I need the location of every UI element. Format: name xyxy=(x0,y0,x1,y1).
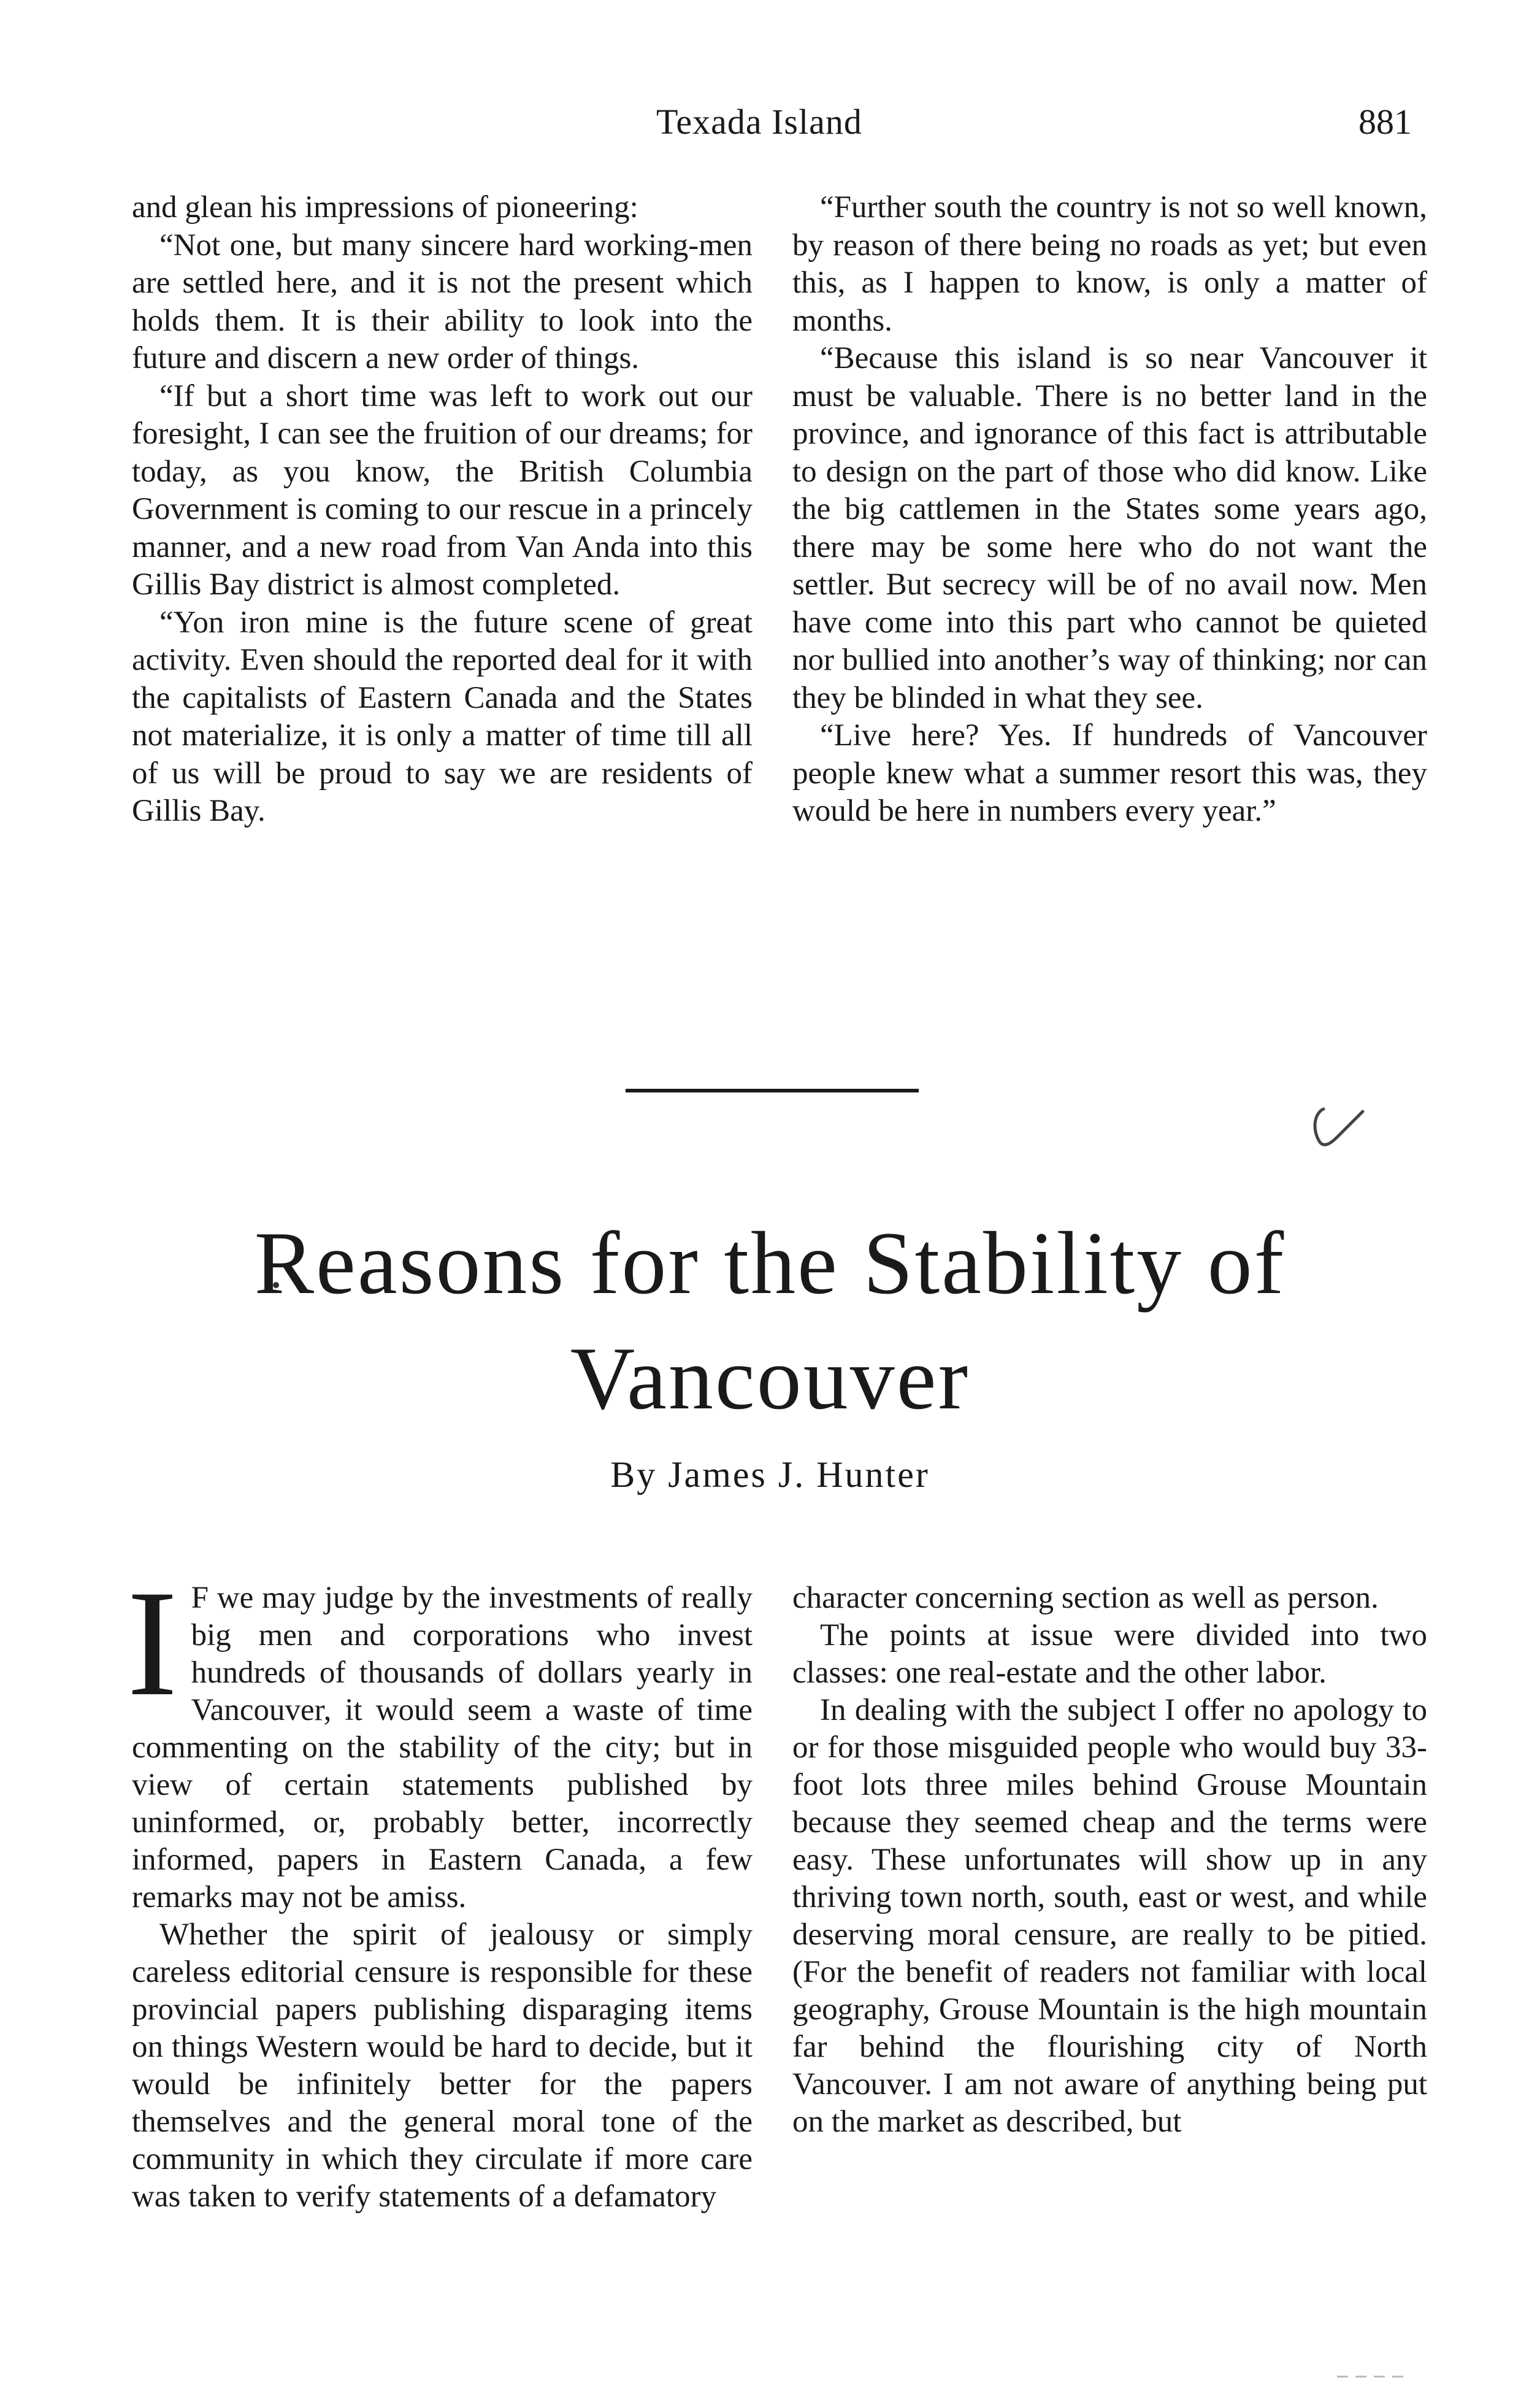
paragraph: In dealing with the subject I offer no apology to or for those misguided people who would buy 33-foot lots three miles behind Grouse Mountain because they seemed cheap and the terms were easy. These unfortunates will show up in any thriving town north, south, east or west, and while deserving moral censure, are really to be pitied. (For the benefit of readers not familiar with local geography, Grouse Mountain is the high mountain far behind the flourishing city of North Vancouver. I am not aware of anything being put on the market as described, but xyxy=(792,1693,1427,2139)
byline: By James J. Hunter xyxy=(610,1454,930,1495)
scan-artifact xyxy=(1337,2376,1404,2378)
paragraph: The points at issue were divided into two classes: one real-estate and the other labor. xyxy=(792,1618,1427,1690)
article-left-column xyxy=(127,1559,753,2216)
paragraph: “Not one, but many sincere hard working-men are settled here, and it is not the present which holds them. It is their ability to look into the future and discern a new order of things. xyxy=(132,228,753,375)
article-title-line: Vancouver xyxy=(570,1329,970,1428)
page-number: 881 xyxy=(1358,102,1412,142)
drop-cap: I xyxy=(127,1559,178,1727)
section-divider xyxy=(626,1089,919,1092)
article-title-line: Reasons for the Stability of xyxy=(254,1213,1286,1313)
continued-article-left-column xyxy=(132,189,753,831)
continued-article-right-column xyxy=(792,189,1427,831)
paragraph: “Live here? Yes. If hundreds of Vancouver people knew what a summer resort this was, they would be here in numbers every year.” xyxy=(792,718,1427,828)
paragraph: “Because this island is so near Vancouver it must be valuable. There is no better land in the province, and ignorance of this fact is attributable to design on the part of those who did know. Like the big cattlemen in the States some years ago, there may be some here who do not want the settler. But secrecy will be of no avail now. Men have come into this part who cannot be quieted nor bullied into another’s way of thinking; nor can they be blinded in what they see. xyxy=(792,341,1427,715)
paragraph: “If but a short time was left to work out our foresight, I can see the fruition of our dreams; for today, as you know, the British Columbia Government is coming to our rescue in a princely manner, and a new road from Van Anda into this Gillis Bay district is almost completed. xyxy=(132,378,753,602)
paragraph: “Yon iron mine is the future scene of great activity. Even should the reported deal for it with the capitalists of Eastern Canada and the States not materialize, it is only a matter of time till all of us will be proud to say we are residents of Gillis Bay. xyxy=(132,605,753,828)
article-title xyxy=(123,1205,1417,1436)
page-header xyxy=(0,101,1540,150)
paragraph: character concerning section as well as person. xyxy=(792,1581,1379,1615)
paragraph: “Further south the country is not so well known, by reason of there being no roads as yet; but even this, as I happen to know, is only a matter of months. xyxy=(792,190,1427,338)
article-right-column xyxy=(792,1580,1427,2141)
handwritten-check-icon xyxy=(1306,1104,1374,1159)
paragraph-text: F we may judge by the investments of really big men and corporations who invest hundreds of thousands of dollars yearly in Vancouver, it would seem a waste of time commenting on the stability of the city; but in view of certain statements published by uninformed, or, probably better, incorrectly informed, papers in Eastern Canada, a few remarks may not be amiss. xyxy=(132,1581,753,1914)
paragraph: Whether the spirit of jealousy or simply careless editorial censure is responsible for these provincial papers publishing disparaging items on things Western would be hard to decide, but it would be infinitely better for the papers themselves and the general moral tone of the community in which they circulate if more care was taken to verify statements of a defamatory xyxy=(132,1917,753,2214)
paragraph xyxy=(127,1559,753,1916)
paragraph: and glean his impressions of pioneering: xyxy=(132,190,638,225)
running-title: Texada Island xyxy=(656,102,862,142)
